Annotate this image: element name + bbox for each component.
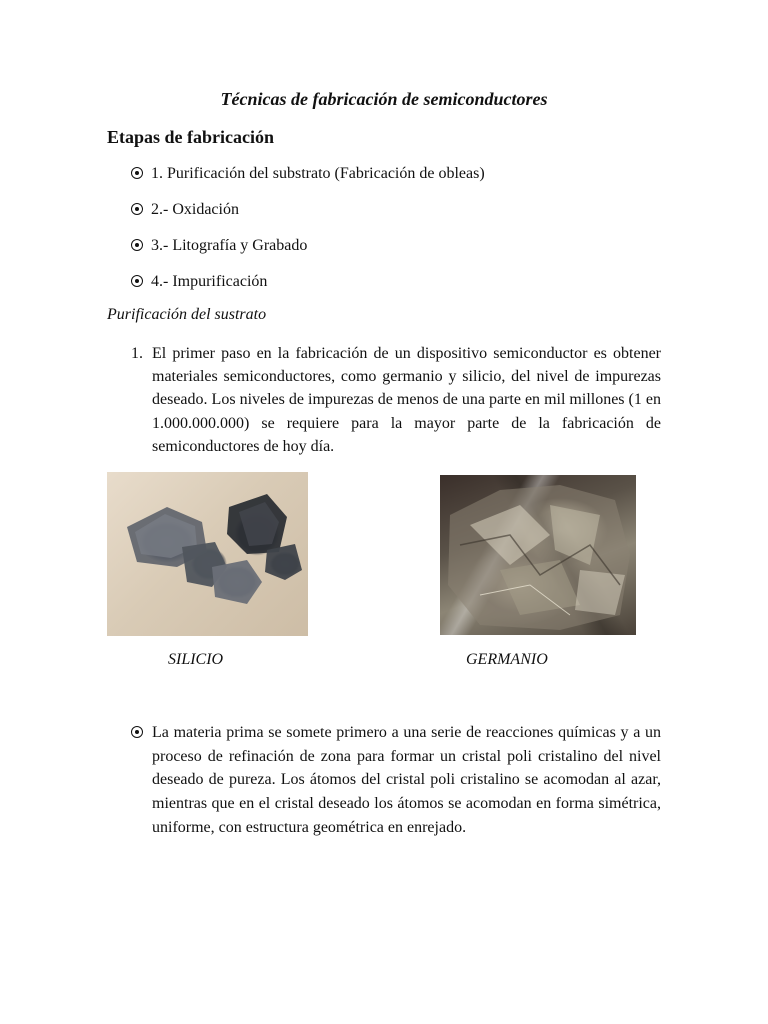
item-text: El primer paso en la fabricación de un dispositivo semiconductor es obtener materiales semiconductores, como germanio y silicio, del nivel de impurezas deseado. Los niveles de impurezas de menos de una parte en mil millones (1 en 1.000.000.000) se requiere para la mayor parte de la fabricación de semiconductores de hoy día. [152,345,661,455]
silicon-rocks-illustration [107,472,308,636]
circled-dot-icon [131,726,143,738]
circled-dot-icon [131,167,143,179]
paragraph-text: La materia prima se somete primero a una serie de reacciones químicas y a un proceso de refinación de zona para formar un cristal poli cristalino del nivel deseado de pureza. Los átomos del cristal poli cristalino se acomodan al azar, mientras que en el cristal deseado los átomos se acomodan en forma simétrica, uniforme, con estructura geométrica en enrejado. [152,724,661,836]
circled-dot-icon [131,203,143,215]
list-item-text: 2.- Oxidación [151,201,239,218]
subsection-heading: Purificación del sustrato [107,306,267,323]
list-item-text: 3.- Litografía y Grabado [151,237,308,254]
numbered-item [131,342,661,458]
item-number: 1. [131,345,143,362]
silicon-photo [107,472,308,636]
germanium-crystal-illustration [440,475,636,635]
circled-dot-icon [131,239,143,251]
list-item-text: 4.- Impurificación [151,273,268,290]
section-heading: Etapas de fabricación [107,127,275,147]
page-title: Técnicas de fabricación de semiconductores [220,89,548,109]
circled-dot-icon [131,275,143,287]
list-item [131,163,485,185]
germanium-photo [440,475,636,635]
bullet-paragraph [131,721,661,840]
list-item [131,235,307,257]
list-item [131,199,239,221]
list-item-text: 1. Purificación del substrato (Fabricación de obleas) [151,165,485,182]
list-item [131,271,267,293]
silicon-caption: SILICIO [168,651,224,668]
germanium-caption: GERMANIO [466,651,548,668]
